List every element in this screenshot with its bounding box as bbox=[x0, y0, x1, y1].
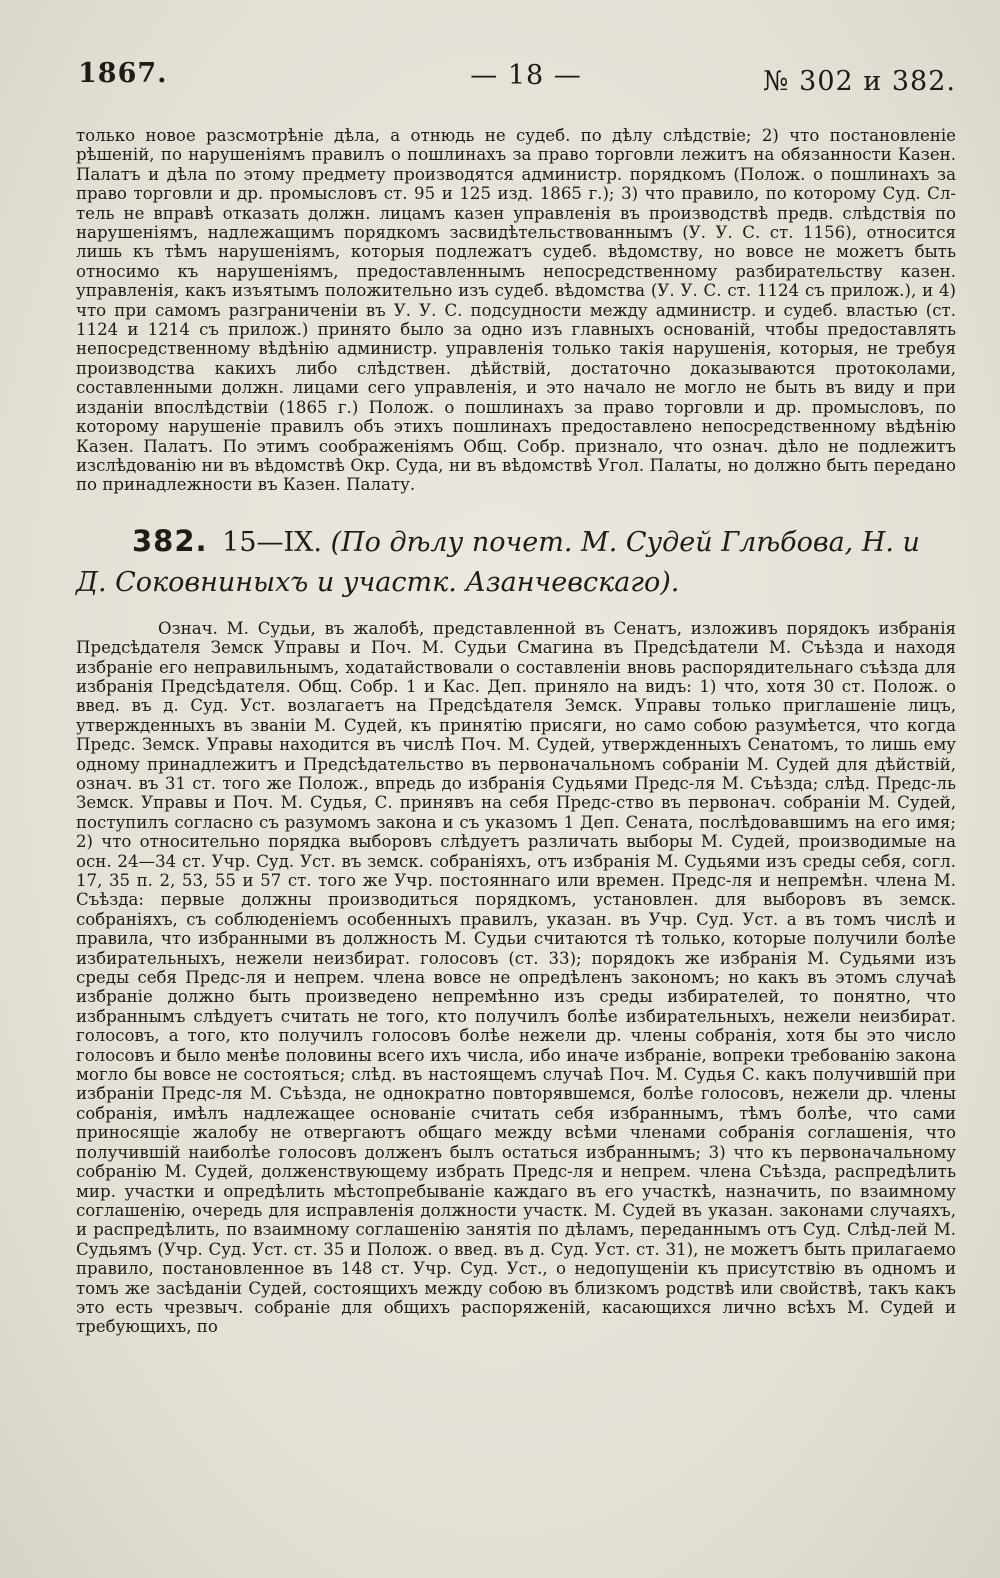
case-382-subtitle: (По дѣлу почет. М. Судей Глѣбова, Н. и Д. Соковниныхъ и участк. Азанчевскаго). bbox=[76, 526, 920, 598]
case-382-text: Означ. М. Судьи, въ жалобѣ, представленной въ Сенатъ, изложивъ порядокъ избранія Предсѣдателя Земск Управы и Поч. М. Судьи Смагина въ Предсѣдатели М. Съѣзда и находя избраніе его неправильнымъ, ходатайствовали о составленіи вновь распорядительнаго съѣзда для избранія Предсѣдателя. Общ. Собр. 1 и Кас. Деп. приняло на видъ: 1) что, хотя 30 ст. Полож. о введ. въ д. Суд. Уст. возлагаетъ на Предсѣдателя Земск. Управы только приглашеніе лицъ, утвержденныхъ въ званіи М. Судей, къ принятію присяги, но само собою разумѣется, что когда Предс. Земск. Управы находится въ числѣ Поч. М. Судей, утвержденныхъ Сенатомъ, то лишь ему одному принадлежитъ и Предсѣдательство въ первоначальномъ собраніи М. Судей для дѣйствій, означ. въ 31 ст. того же Полож., впредь до избранія Судьями Предс-ля М. Съѣзда; слѣд. Предс-ль Земск. Управы и Поч. М. Судья, С. принявъ на себя Предс-ство въ первонач. собраніи М. Судей, поступилъ согласно съ разумомъ закона и съ указомъ 1 Деп. Сената, послѣдовавшимъ на его имя; 2) что относительно порядка выборовъ слѣдуетъ различать выборы М. Судей, производимые на осн. 24—34 ст. Учр. Суд. Уст. въ земск. собраніяхъ, отъ избранія М. Судьями изъ среды себя, согл. 17, 35 п. 2, 53, 55 и 57 ст. того же Учр. постояннаго или времен. Предс-ля и непремѣн. члена М. Съѣзда: первые должны производиться порядкомъ, установлен. для выборовъ въ земск. собраніяхъ, съ соблюденіемъ особенныхъ правилъ, указан. въ Учр. Суд. Уст. а въ томъ числѣ и правила, что избранными въ должность М. Судьи считаются тѣ только, которые получили болѣе избирательныхъ, нежели неизбират. голосовъ (ст. 33); порядокъ же избранія М. Судьями изъ среды себя Предс-ля и непрем. члена вовсе не опредѣленъ закономъ; но какъ въ этомъ случаѣ избраніе должно быть произведено непремѣнно изъ среды избирателей, то понятно, что избраннымъ слѣдуетъ считать не того, кто получилъ болѣе избирательныхъ, нежели неизбират. голосовъ, а того, кто получилъ голосовъ болѣе нежели др. члены собранія, хотя бы это число голосовъ и было менѣе половины всего ихъ числа, ибо иначе избраніе, вопреки требованію закона могло бы вовсе не состояться; слѣд. въ настоящемъ случаѣ Поч. М. Судья С. какъ получившій при избраніи Предс-ля М. Съѣзда, не однократно повторявшемся, болѣе голосовъ, нежели др. члены собранія, имѣлъ надлежащее основаніе считать себя избраннымъ, тѣмъ болѣе, что сами приносящіе жалобу не отвергаютъ общаго между всѣми членами собранія соглашенія, что получившій наиболѣе голосовъ долженъ былъ остаться избраннымъ; 3) что къ первоначальному собранію М. Судей, долженствующему избрать Предс-ля и непрем. члена Съѣзда, распредѣлить мир. участки и опредѣлить мѣстопребываніе каждаго въ его участкѣ, назначить, по взаимному соглашенію, очередь для исправленія должности участк. М. Судей въ указан. законами случаяхъ, и распредѣлить, по взаимному соглашенію занятія по дѣламъ, переданнымъ отъ Суд. Слѣд-лей М. Судьямъ (Учр. Суд. Уст. ст. 35 и Полож. о введ. въ д. Суд. Уст. ст. 31), не можетъ быть прилагаемо правило, постановленное въ 148 ст. Учр. Суд. Уст., о недопущеніи къ присутствію въ одномъ и томъ же засѣданіи Судей, состоящихъ между собою въ близкомъ родствѣ или свойствѣ, такъ какъ это есть чрезвыч. собраніе для общихъ распоряженій, касающихся лично всѣхъ М. Судей и требующихъ, по bbox=[76, 618, 956, 1337]
page-number: — 18 — bbox=[470, 60, 582, 91]
case-302-continuation: только новое разсмотрѣніе дѣла, а отнюдь не судеб. по дѣлу слѣдствіе; 2) что постановленіе рѣшеній, по нарушеніямъ правилъ о пошлинахъ за право торговли лежитъ на обязанности Казен. Палатъ и дѣла по этому предмету производятся администр. порядкомъ (Полож. о пошлинахъ за право торговли и др. промысловъ ст. 95 и 125 изд. 1865 г.); 3) что правило, по которому Суд. Сл-тель не вправѣ отказать должн. лицамъ казен управленія въ производствѣ предв. слѣдствія по нарушеніямъ, надлежащимъ порядкомъ засвидѣтельствованнымъ (У. У. С. ст. 1156), относится лишь къ тѣмъ нарушеніямъ, которыя подлежатъ судеб. вѣдомству, но вовсе не можетъ быть относимо къ нарушеніямъ, предоставленнымъ непосредственному разбирательству казен. управленія, какъ изъятымъ положительно изъ судеб. вѣдомства (У. У. С. ст. 1124 съ прилож.), и 4) что при самомъ разграниченіи въ У. У. С. подсудности между администр. и судеб. властью (ст. 1124 и 1214 съ прилож.) принято было за одно изъ главныхъ основаній, чтобы предоставлять непосредственному вѣдѣнію администр. управленія только такія нарушенія, которыя, не требуя производства какихъ либо слѣдствен. дѣйствій, достаточно доказываются протоколами, составленными должн. лицами сего управленія, и это начало не могло не быть въ виду и при изданіи впослѣдствіи (1865 г.) Полож. о пошлинахъ за право торговли и др. промысловъ, по которому нарушеніе правилъ объ этихъ пошлинахъ предоставлено непосредственному вѣдѣнію Казен. Палатъ. По этимъ соображеніямъ Общ. Собр. признало, что означ. дѣло не подлежитъ изслѣдованію ни въ вѣдомствѣ Окр. Суда, ни въ вѣдомствѣ Угол. Палаты, но должно быть передано по принадлежности въ Казен. Палату. bbox=[76, 126, 956, 495]
case-numbers: № 302 и 382. bbox=[763, 66, 956, 97]
header-year: 1867. bbox=[78, 58, 168, 89]
case-382-heading bbox=[76, 521, 956, 603]
running-head bbox=[76, 52, 956, 122]
case-382-date: 15—IX. bbox=[222, 526, 322, 558]
case-382-number: 382. bbox=[132, 523, 208, 558]
